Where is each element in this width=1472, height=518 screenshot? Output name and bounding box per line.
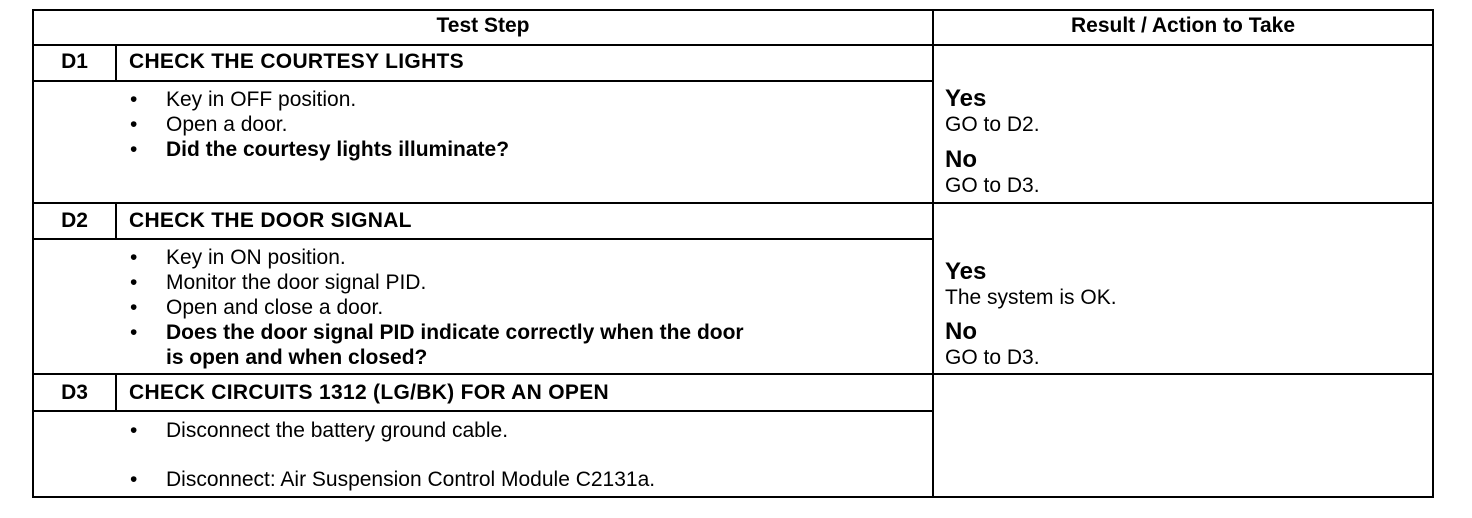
- step-title-d1: CHECK THE COURTESY LIGHTS: [129, 50, 464, 73]
- list-item-text: Does the door signal PID indicate correctly when the door: [166, 321, 744, 344]
- d2-no-action: GO to D3.: [945, 346, 1040, 369]
- d1-id-divider: [115, 44, 117, 82]
- bullet-glyph: •: [130, 468, 138, 491]
- step-title-d3: CHECK CIRCUITS 1312 (LG/BK) FOR AN OPEN: [129, 381, 609, 404]
- column-divider-result: [932, 9, 934, 498]
- d1-no-label: No: [945, 146, 977, 173]
- list-item-text: Did the courtesy lights illuminate?: [166, 138, 510, 161]
- header-divider: [32, 44, 1434, 46]
- bullet-glyph: •: [130, 113, 138, 136]
- d2-id-divider: [115, 202, 117, 240]
- d1-title-divider: [32, 80, 934, 82]
- bullet-glyph: •: [130, 419, 138, 442]
- list-item-text: Open and close a door.: [166, 296, 384, 319]
- d2-row-divider: [32, 373, 1434, 375]
- d2-yes-label: Yes: [945, 258, 987, 285]
- d3-id-divider: [115, 373, 117, 412]
- list-item-text: Open a door.: [166, 113, 288, 136]
- bullet-glyph: •: [130, 88, 138, 111]
- d1-yes-action: GO to D2.: [945, 113, 1040, 136]
- step-id-d1: D1: [61, 50, 88, 73]
- bullet-glyph: •: [130, 296, 138, 319]
- d2-no-label: No: [945, 318, 977, 345]
- bullet-glyph: •: [130, 321, 138, 344]
- list-item-text: is open and when closed?: [166, 346, 428, 369]
- d3-title-divider: [32, 410, 934, 412]
- d1-yes-label: Yes: [945, 85, 987, 112]
- d1-no-action: GO to D3.: [945, 174, 1040, 197]
- d1-row-divider: [32, 202, 1434, 204]
- d2-title-divider: [32, 238, 934, 240]
- list-item-text: Disconnect the battery ground cable.: [166, 419, 509, 442]
- bullet-glyph: •: [130, 246, 138, 269]
- list-item-text: Key in ON position.: [166, 246, 346, 269]
- step-id-d2: D2: [61, 209, 88, 232]
- d2-yes-action: The system is OK.: [945, 286, 1117, 309]
- step-title-d2: CHECK THE DOOR SIGNAL: [129, 209, 412, 232]
- list-item-text: Monitor the door signal PID.: [166, 271, 427, 294]
- header-result: Result / Action to Take: [1070, 14, 1296, 37]
- header-test-step: Test Step: [436, 14, 530, 37]
- bullet-glyph: •: [130, 138, 138, 161]
- step-id-d3: D3: [61, 381, 88, 404]
- bullet-glyph: •: [130, 271, 138, 294]
- list-item-text: Disconnect: Air Suspension Control Module C2131a.: [166, 468, 656, 491]
- list-item-text: Key in OFF position.: [166, 88, 357, 111]
